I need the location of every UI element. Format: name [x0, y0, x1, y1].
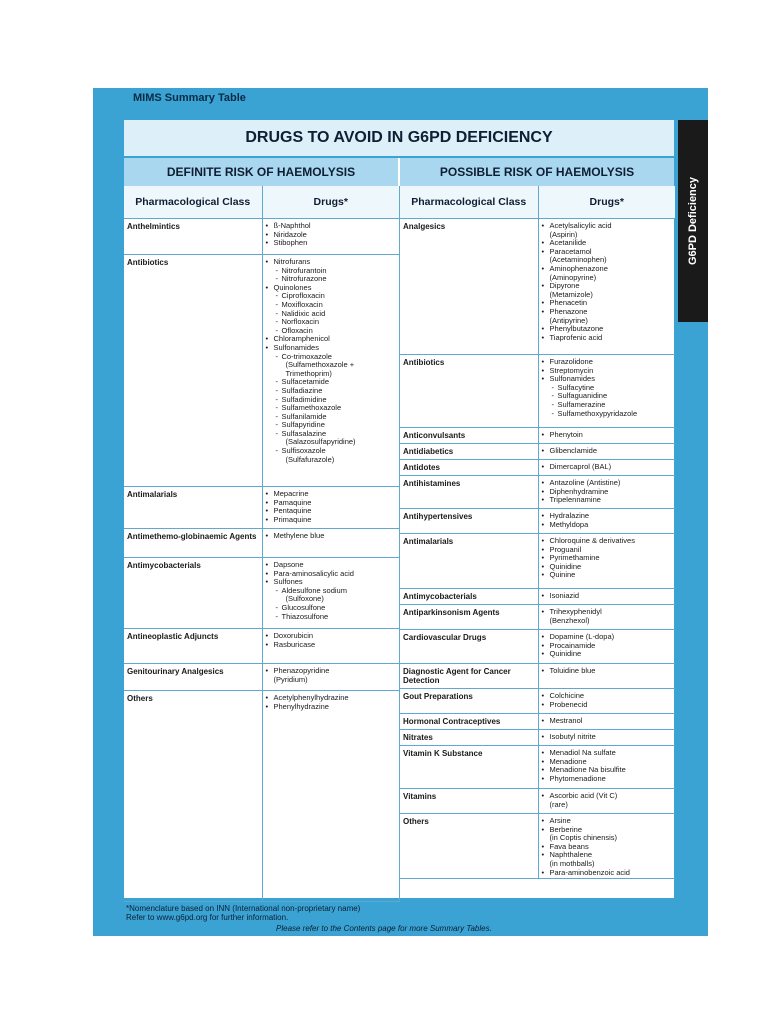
table-row [400, 814, 675, 879]
drug-list [539, 730, 676, 745]
class-column-header: Pharmacological Class [124, 186, 263, 218]
drug-item: - Sulfamethoxazole [266, 404, 397, 413]
drug-item: • Furazolidone [542, 358, 673, 367]
table-row [400, 664, 675, 689]
drug-item: • Chloroquine & derivatives [542, 537, 673, 546]
drug-item: • Hydralazine [542, 512, 673, 521]
table-row [124, 691, 399, 902]
pharmacological-class: Genitourinary Analgesics [124, 664, 263, 690]
drug-item: (rare) [549, 799, 568, 809]
drug-list [263, 529, 400, 557]
drug-item: • Sulfones [266, 578, 397, 587]
drug-item: • Tripelennamine [542, 496, 673, 505]
drug-item: • Pamaquine [266, 499, 397, 508]
class-column-header: Pharmacological Class [400, 186, 539, 218]
drug-item: • Quinine [542, 571, 673, 580]
drug-item: • Nitrofurans [266, 258, 397, 267]
drug-item: - Sulfacetamide [266, 378, 397, 387]
pharmacological-class: Antiparkinsonism Agents [400, 605, 539, 629]
pharmacological-class: Antimycobacterials [124, 558, 263, 628]
drugs-column-header: Drugs* [313, 195, 348, 208]
table-row [400, 605, 675, 630]
possible-risk-column [399, 186, 675, 902]
drug-item: - Sulfisoxazole [266, 447, 397, 456]
drug-item: • Acetylsalicylic acid [542, 222, 673, 231]
table-row [400, 714, 675, 730]
drug-item: • Antazoline (Antistine) [542, 479, 673, 488]
drug-item: • Quinidine [542, 563, 673, 572]
table-row [400, 689, 675, 714]
drug-item: • Paracetamol [542, 248, 673, 257]
pharmacological-class: Nitrates [400, 730, 539, 745]
drug-list [539, 509, 676, 533]
table-row [124, 529, 399, 558]
drug-item: • Mestranol [542, 717, 673, 726]
drug-list [263, 255, 400, 486]
drug-list [263, 629, 400, 663]
table-row [400, 534, 675, 589]
drug-list [539, 689, 676, 713]
drug-item: • Trihexyphenidyl [542, 608, 673, 617]
pharmacological-class: Vitamins [400, 789, 539, 813]
drug-item: • Menadiol Na sulfate [542, 749, 673, 758]
drug-item: • Dapsone [266, 561, 397, 570]
drug-list [539, 534, 676, 588]
table-row [400, 219, 675, 355]
pharmacological-class: Analgesics [400, 219, 539, 354]
column-headers [124, 186, 399, 219]
drug-item: - Sulfacytine [542, 384, 673, 393]
drug-item: • Phenacetin [542, 299, 673, 308]
pharmacological-class: Hormonal Contraceptives [400, 714, 539, 729]
drug-item: • Dopamine (L-dopa) [542, 633, 673, 642]
drug-item: - Nitrofurantoin [266, 267, 397, 276]
drug-item: - Norfloxacin [266, 318, 397, 327]
drug-item: • Pyrimethamine [542, 554, 673, 563]
drug-item: (Salazosulfapyridine) [285, 437, 356, 447]
table-row [124, 219, 399, 255]
drug-item: (Sulfamethoxazole + [285, 360, 355, 370]
table-row [400, 476, 675, 509]
pharmacological-class: Vitamin K Substance [400, 746, 539, 788]
drug-item: • Phenylbutazone [542, 325, 673, 334]
drug-item: • Quinolones [266, 284, 397, 293]
drug-list [539, 460, 676, 475]
drugs-column-header: Drugs* [589, 195, 624, 208]
drug-item: • Sulfonamides [266, 344, 397, 353]
drug-item: - Glucosulfone [266, 604, 397, 613]
pharmacological-class: Cardiovascular Drugs [400, 630, 539, 663]
drug-item: • Toluidine blue [542, 667, 673, 676]
drug-item: • Methyldopa [542, 521, 673, 530]
page-frame [93, 88, 708, 936]
drug-item: • Mepacrine [266, 490, 397, 499]
drug-item: • Para-aminobenzoic acid [542, 869, 673, 878]
drug-item: (Metamizole) [549, 289, 593, 299]
drug-item: Trimethoprim) [285, 368, 332, 378]
drug-list [539, 630, 676, 663]
drug-item: • Menadione [542, 758, 673, 767]
drug-item: • Glibenclamide [542, 447, 673, 456]
drug-item: • Para-aminosalicylic acid [266, 570, 397, 579]
drug-item: • Methylene blue [266, 532, 397, 541]
drug-item: (Benzhexol) [549, 615, 590, 625]
table-row [400, 428, 675, 444]
pharmacological-class: Others [124, 691, 263, 901]
drug-item: • Ascorbic acid (Vit C) [542, 792, 673, 801]
pharmacological-class: Antibiotics [124, 255, 263, 486]
drug-item: - Sulfaguanidine [542, 392, 673, 401]
drug-item: • Phenylhydrazine [266, 703, 397, 712]
pharmacological-class: Anthelmintics [124, 219, 263, 254]
drug-item: • Chloramphenicol [266, 335, 397, 344]
drug-item: - Sulfamerazine [542, 401, 673, 410]
drug-item: - Nitrofurazone [266, 275, 397, 284]
table-title: DRUGS TO AVOID IN G6PD DEFICIENCY [124, 120, 674, 158]
table-row [124, 629, 399, 664]
drug-item: • Doxorubicin [266, 632, 397, 641]
drug-item: (Pyridium) [273, 674, 308, 684]
drug-item: • Dimercaprol (BAL) [542, 463, 673, 472]
possible-risk-heading: POSSIBLE RISK OF HAEMOLYSIS [398, 158, 674, 186]
drug-item: • Tiaprofenic acid [542, 334, 673, 343]
drug-item: • Proguanil [542, 546, 673, 555]
drug-item: • Phenazone [542, 308, 673, 317]
drug-item: • ß-Naphthol [266, 222, 397, 231]
drug-item: - Moxifloxacin [266, 301, 397, 310]
drug-list [539, 664, 676, 688]
drug-item: • Diphenhydramine [542, 488, 673, 497]
table-row [400, 355, 675, 428]
drug-list [539, 428, 676, 443]
definite-risk-heading: DEFINITE RISK OF HAEMOLYSIS [124, 158, 398, 186]
drug-list [263, 558, 400, 628]
table-row [400, 444, 675, 460]
header-title: MIMS Summary Table [133, 92, 246, 104]
drug-item: • Pentaquine [266, 507, 397, 516]
drug-item: • Phenazopyridine [266, 667, 397, 676]
risk-headings [124, 158, 674, 186]
drug-list [539, 219, 676, 354]
drug-item: (Aspirin) [549, 229, 578, 239]
footnote [126, 904, 360, 922]
drug-item: • Streptomycin [542, 367, 673, 376]
table-row [124, 558, 399, 629]
table-row [400, 589, 675, 605]
drug-item: (Aminopyrine) [549, 272, 597, 282]
drug-list [539, 714, 676, 729]
drug-item: • Procainamide [542, 642, 673, 651]
drug-list [539, 746, 676, 788]
drug-item: • Dipyrone [542, 282, 673, 291]
drug-list [539, 355, 676, 427]
drug-item: - Sulfasalazine [266, 430, 397, 439]
pharmacological-class: Antimycobacterials [400, 589, 539, 604]
column-headers [400, 186, 675, 219]
table-row [400, 746, 675, 789]
table-row [124, 255, 399, 487]
drug-item: - Sulfamethoxypyridazole [542, 410, 673, 419]
pharmacological-class: Antidiabetics [400, 444, 539, 459]
drug-item: • Sulfonamides [542, 375, 673, 384]
pharmacological-class: Antimalarials [400, 534, 539, 588]
pharmacological-class: Anticonvulsants [400, 428, 539, 443]
drug-list [539, 605, 676, 629]
definite-risk-column [124, 186, 399, 902]
side-tab [678, 120, 708, 322]
drug-list [539, 589, 676, 604]
drug-item: • Menadione Na bisulfite [542, 766, 673, 775]
drug-item: • Isoniazid [542, 592, 673, 601]
pharmacological-class: Others [400, 814, 539, 878]
drug-item: • Quinidine [542, 650, 673, 659]
drug-item: • Acetanilide [542, 239, 673, 248]
drug-item: (Antipyrine) [549, 315, 588, 325]
drug-item: • Berberine [542, 826, 673, 835]
drug-list [539, 814, 676, 878]
pharmacological-class: Antimalarials [124, 487, 263, 528]
pharmacological-class: Antihypertensives [400, 509, 539, 533]
drug-item: • Stibophen [266, 239, 397, 248]
drug-list [263, 691, 400, 901]
drug-item: - Aldesulfone sodium [266, 587, 397, 596]
drug-item: - Co-trimoxazole [266, 353, 397, 362]
drug-item: - Thiazosulfone [266, 613, 397, 622]
drug-list [539, 789, 676, 813]
drug-item: • Primaquine [266, 516, 397, 525]
drug-item: - Sulfanilamide [266, 413, 397, 422]
pharmacological-class: Antibiotics [400, 355, 539, 427]
drug-item: - Ofloxacin [266, 327, 397, 336]
drug-item: • Colchicine [542, 692, 673, 701]
drug-item: - Sulfapyridine [266, 421, 397, 430]
drug-item: • Phytomenadione [542, 775, 673, 784]
pharmacological-class: Antidotes [400, 460, 539, 475]
drug-item: - Ciprofloxacin [266, 292, 397, 301]
drug-item: • Naphthalene [542, 851, 673, 860]
pharmacological-class: Antineoplastic Adjuncts [124, 629, 263, 663]
drug-list [263, 664, 400, 690]
footnote-reference: Refer to www.g6pd.org for further information. [126, 913, 289, 922]
drug-item: (Acetaminophen) [549, 255, 607, 265]
table-row [124, 487, 399, 529]
drug-list [263, 487, 400, 528]
drug-item: • Aminophenazone [542, 265, 673, 274]
table-row [400, 730, 675, 746]
drug-item: - Sulfadiazine [266, 387, 397, 396]
drug-item: (Sulfoxone) [285, 594, 324, 604]
drug-item: • Niridazole [266, 231, 397, 240]
drug-item: • Phenytoin [542, 431, 673, 440]
footnote-contents: Please refer to the Contents page for more Summary Tables. [276, 924, 492, 933]
table-row [400, 460, 675, 476]
footnote-nomenclature: *Nomenclature based on INN (International non-proprietary name) [126, 904, 361, 913]
table-row [400, 630, 675, 664]
drug-item: - Nalidixic acid [266, 310, 397, 319]
pharmacological-class: Antihistamines [400, 476, 539, 508]
table-row [400, 509, 675, 534]
drug-list [539, 476, 676, 508]
side-tab-label: G6PD Deficiency [687, 176, 699, 266]
drug-item: • Rasburicase [266, 641, 397, 650]
drug-item: • Arsine [542, 817, 673, 826]
drug-item: • Probenecid [542, 701, 673, 710]
drug-list [539, 444, 676, 459]
drug-item: (in mothballs) [549, 858, 595, 868]
pharmacological-class: Gout Preparations [400, 689, 539, 713]
drug-item: (Sulfafurazole) [285, 454, 335, 464]
pharmacological-class: Antimethemo-globinaemic Agents [124, 529, 263, 557]
drug-item: • Isobutyl nitrite [542, 733, 673, 742]
table-row [400, 789, 675, 814]
drug-item: • Acetylphenylhydrazine [266, 694, 397, 703]
pharmacological-class: Diagnostic Agent for Cancer Detection [400, 664, 539, 688]
drug-item: - Sulfadimidine [266, 396, 397, 405]
drug-item: • Fava beans [542, 843, 673, 852]
table-row [124, 664, 399, 691]
table-body [124, 186, 674, 902]
summary-table [124, 120, 674, 898]
drug-list [263, 219, 400, 254]
drug-item: (in Coptis chinensis) [549, 833, 618, 843]
